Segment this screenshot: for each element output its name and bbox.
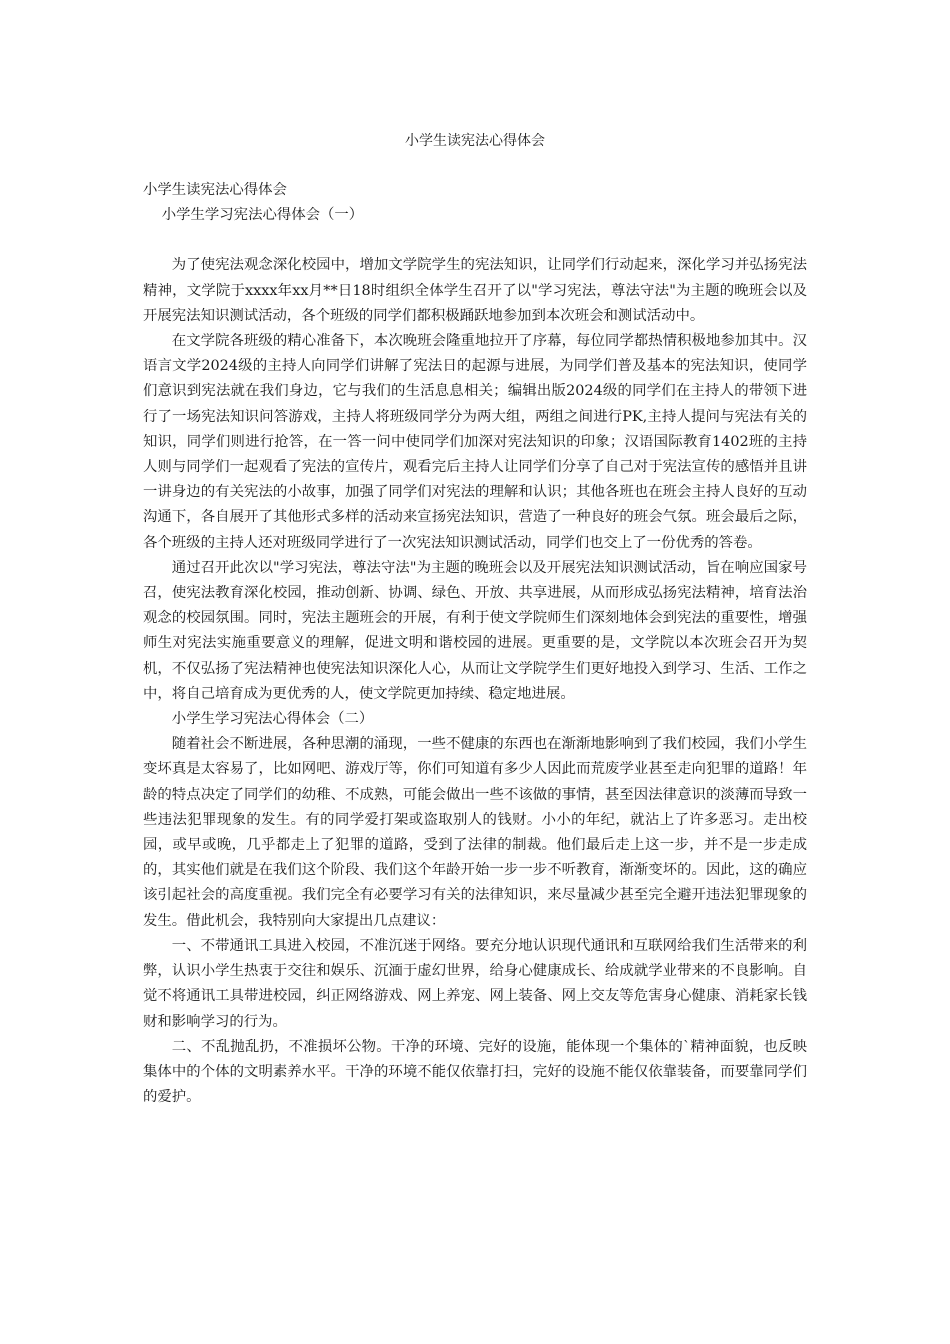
section-1-title: 小学生学习宪法心得体会（一） — [161, 207, 364, 224]
blank-line — [143, 228, 807, 253]
section-1-paragraph-1: 为了使宪法观念深化校园中，增加文学院学生的宪法知识，让同学们行动起来，深化学习并弘扬宪法精神，文学院于xxxx年xx月**日18时组织全体学生召开了以"学习宪法，尊法守法"为主题的晚班会以及开展宪法知识测试活动，各个班级的同学们都积极踊跃地参加到本次班会和测试活动中。 — [143, 257, 807, 324]
section-2-paragraph-2: 一、不带通讯工具进入校园，不准沉迷于网络。要充分地认识现代通讯和互联网给我们生活带来的利弊，认识小学生热衷于交往和娱乐、沉湎于虚幻世界，给身心健康成长、给成就学业带来的不良影响。自觉不将通讯工具带进校园，纠正网络游戏、网上养宠、网上装备、网上交友等危害身心健康、消耗家长钱财和影响学习的行为。 — [143, 937, 807, 1030]
document-body — [143, 178, 807, 1110]
document-title: 小学生读宪法心得体会 — [405, 133, 545, 149]
section-2-paragraph-1: 随着社会不断进展，各种思潮的涌现，一些不健康的东西也在渐渐地影响到了我们校园，我们小学生变坏真是太容易了，比如网吧、游戏厅等，你们可知道有多少人因此而荒废学业甚至走向犯罪的道路！年龄的特点决定了同学们的幼稚、不成熟，可能会做出一些不该做的事情，甚至因法律意识的淡薄而导致一些违法犯罪现象的发生。有的同学爱打架或盗取别人的钱财。小小的年纪，就沾上了许多恶习。走出校园，或早或晚，几乎都走上了犯罪的道路，受到了法律的制裁。他们最后走上这一步，并不是一步走成的，其实他们就是在我们这个阶段、我们这个年龄开始一步一步不听教育，渐渐变坏的。因此，这的确应该引起社会的高度重视。我们完全有必要学习有关的法律知识，来尽量减少甚至完全避开违法犯罪现象的发生。借此机会，我特别向大家提出几点建议： — [143, 736, 807, 929]
section-1-paragraph-3: 通过召开此次以"学习宪法，尊法守法"为主题的晚班会以及开展宪法知识测试活动，旨在响应国家号召，使宪法教育深化校园，推动创新、协调、绿色、开放、共享进展，从而形成弘扬宪法精神，培育法治观念的校园氛围。同时，宪法主题班会的开展，有利于使文学院师生们深刻地体会到宪法的重要性，增强师生对宪法实施重要意义的理解，促进文明和谐校园的进展。更重要的是，文学院以本次班会召开为契机，不仅弘扬了宪法精神也使宪法知识深化人心，从而让文学院学生们更好地投入到学习、生活、工作之中，将自己培育成为更优秀的人，使文学院更加持续、稳定地进展。 — [143, 559, 807, 702]
section-2-paragraph-3: 二、不乱抛乱扔，不准损坏公物。干净的环境、完好的设施，能体现一个集体的`精神面貌，也反映集体中的个体的文明素养水平。干净的环境不能仅依靠打扫，完好的设施不能仅依靠装备，而要靠同学们的爱护。 — [143, 1038, 807, 1106]
section-2-title: 小学生学习宪法心得体会（二） — [171, 711, 374, 728]
section-1-paragraph-2: 在文学院各班级的精心准备下，本次晚班会隆重地拉开了序幕，每位同学都热情积极地参加其中。汉语言文学2024级的主持人向同学们讲解了宪法日的起源与进展，为同学们普及基本的宪法知识，使同学们意识到宪法就在我们身边，它与我们的生活息息相关；编辑出版2024级的同学们在主持人的带领下进行了一场宪法知识问答游戏，主持人将班级同学分为两大组，两组之间进行PK,主持人提问与宪法有关的知识，同学们则进行抢答，在一答一问中使同学们加深对宪法知识的印象；汉语国际教育1402班的主持人则与同学们一起观看了宪法的宣传片，观看完后主持人让同学们分享了自己对于宪法宣传的感悟并且讲一讲身边的有关宪法的小故事，加强了同学们对宪法的理解和认识；其他各班也在班会主持人良好的互动沟通下，各自展开了其他形式多样的活动来宣扬宪法知识，营造了一种良好的班会气氛。班会最后之际，各个班级的主持人还对班级同学进行了一次宪法知识测试活动，同学们也交上了一份优秀的答卷。 — [143, 333, 807, 551]
document-heading: 小学生读宪法心得体会 — [143, 182, 287, 198]
